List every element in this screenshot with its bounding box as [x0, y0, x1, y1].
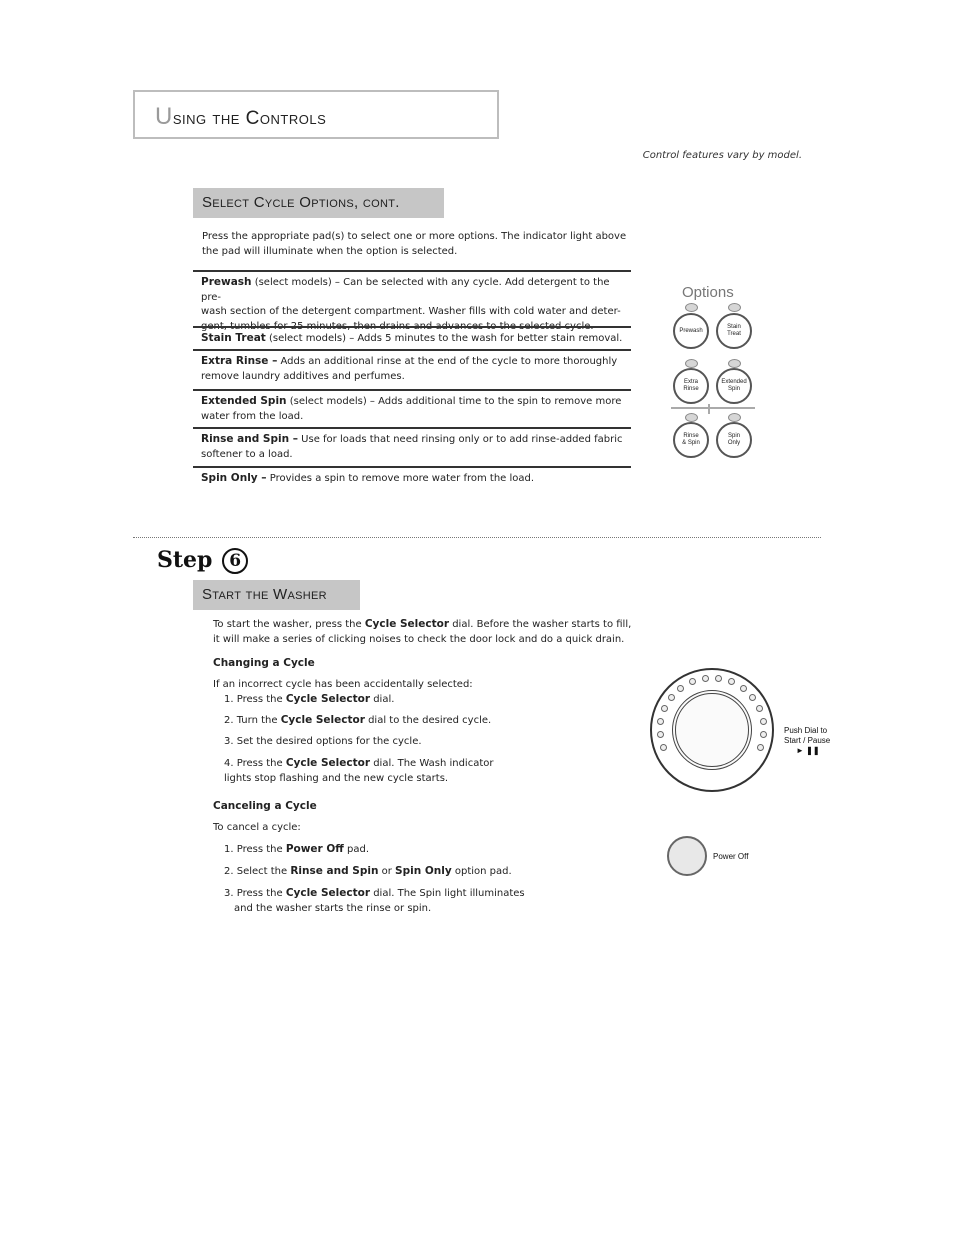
option-row-extended-spin: Extended Spin (select models) – Adds additional time to the spin to remove more water from the load.: [193, 389, 631, 427]
rinse-spin-indicator-light: [685, 413, 698, 422]
extended-spin-pad[interactable]: Extended Spin: [716, 368, 752, 404]
panel-divider: [671, 407, 755, 409]
option-name: Extended Spin: [201, 395, 287, 407]
cycle-selector-dial[interactable]: [672, 690, 752, 770]
section-divider: [133, 537, 821, 538]
play-pause-icon: ► ❚❚: [796, 746, 820, 755]
options-panel-title: Options: [682, 284, 734, 301]
option-row-extra-rinse: Extra Rinse – Adds an additional rinse at the end of the cycle to more thoroughly remove laundry additives and perfumes.: [193, 349, 631, 389]
dial-cycle-indicator-light: [715, 675, 722, 682]
rinse-and-spin-pad[interactable]: Rinse & Spin: [673, 422, 709, 458]
step-number-badge: 6: [222, 548, 248, 574]
extra-rinse-pad[interactable]: Extra Rinse: [673, 368, 709, 404]
stain-treat-pad[interactable]: Stain Treat: [716, 313, 752, 349]
spin-only-indicator-light: [728, 413, 741, 422]
option-name: Spin Only –: [201, 472, 267, 484]
options-panel: [668, 284, 760, 464]
canceling-step-2: 2. Select the Rinse and Spin or Spin Only option pad.: [224, 865, 512, 877]
option-name: Stain Treat: [201, 332, 266, 344]
canceling-cycle-intro: To cancel a cycle:: [213, 822, 301, 833]
option-row-rinse-and-spin: Rinse and Spin – Use for loads that need rinsing only or to add rinse-added fabric softener to a load.: [193, 427, 631, 467]
extra-rinse-indicator-light: [685, 359, 698, 368]
option-name: Extra Rinse –: [201, 355, 278, 367]
extended-spin-indicator-light: [728, 359, 741, 368]
spin-only-pad[interactable]: Spin Only: [716, 422, 752, 458]
model-note: Control features vary by model.: [642, 150, 802, 161]
prewash-pad[interactable]: Prewash: [673, 313, 709, 349]
step-heading: Step 6: [157, 547, 248, 574]
dial-cycle-indicator-light: [760, 718, 767, 725]
canceling-step-1: 1. Press the Power Off pad.: [224, 843, 369, 855]
power-off-label: Power Off: [713, 852, 749, 861]
changing-step-2: 2. Turn the Cycle Selector dial to the desired cycle.: [224, 714, 492, 726]
stain-treat-indicator-light: [728, 303, 741, 312]
options-intro: Press the appropriate pad(s) to select one or more options. The indicator light above the pad will illuminate when the option is selected.: [202, 231, 627, 257]
changing-cycle-heading: Changing a Cycle: [213, 657, 315, 669]
option-name: Rinse and Spin –: [201, 433, 298, 445]
canceling-step-3: 3. Press the Cycle Selector dial. The Spin light illuminates and the washer starts the rinse or spin.: [224, 887, 525, 914]
changing-cycle-intro: If an incorrect cycle has been accidentally selected:: [213, 679, 473, 690]
option-row-stain-treat: Stain Treat (select models) – Adds 5 minutes to the wash for better stain removal.: [193, 326, 631, 349]
power-off-pad[interactable]: [667, 836, 707, 876]
changing-step-4: 4. Press the Cycle Selector dial. The Wash indicator lights stop flashing and the new cycle starts.: [224, 757, 494, 784]
push-dial-label: Push Dial to Start / Pause ► ❚❚: [784, 726, 831, 755]
dial-cycle-indicator-light: [668, 694, 675, 701]
dial-cycle-indicator-light: [740, 685, 747, 692]
option-name: Prewash: [201, 276, 252, 288]
prewash-indicator-light: [685, 303, 698, 312]
start-intro: To start the washer, press the Cycle Selector dial. Before the washer starts to fill, it will make a series of clicking noises to check the door lock and do a quick drain.: [213, 618, 632, 645]
panel-divider-tick: [708, 404, 710, 414]
dial-cycle-indicator-light: [702, 675, 709, 682]
page-title-box: [133, 90, 499, 139]
section-tab-start-washer: Start the Washer: [193, 580, 360, 610]
changing-step-1: 1. Press the Cycle Selector dial.: [224, 693, 395, 705]
changing-step-3: 3. Set the desired options for the cycle.: [224, 736, 422, 747]
section-tab-options: Select Cycle Options, cont.: [193, 188, 444, 218]
page-title: Using the Controls: [155, 103, 327, 130]
option-row-prewash: Prewash (select models) – Can be selected with any cycle. Add detergent to the pre- wash section of the detergent compartment. Washer fills with cold water and deter- gent, tumbles for 25 minutes, then drains and advances to the selected cycle.: [193, 270, 631, 326]
canceling-cycle-heading: Canceling a Cycle: [213, 800, 317, 812]
dial-cycle-indicator-light: [660, 744, 667, 751]
option-row-spin-only: Spin Only – Provides a spin to remove more water from the load.: [193, 466, 631, 488]
